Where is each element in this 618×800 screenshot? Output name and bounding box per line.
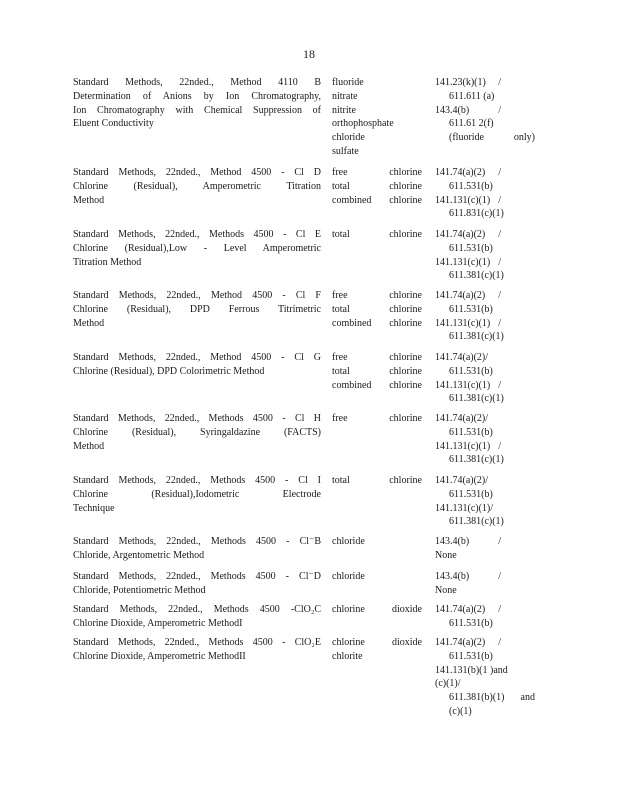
analyte-list: [332, 474, 422, 488]
method-description: [73, 535, 321, 563]
analyte: chlorine dioxide: [332, 637, 422, 648]
cfr-line: 611.381(c)(1): [449, 393, 504, 405]
method-line: Chlorine (Residual), DPD Colorimetric Method: [73, 365, 265, 377]
cfr-line: (c)(1): [449, 705, 472, 717]
cfr-line: 611.381(b)(1) and: [449, 692, 535, 704]
method-line: Standard Methods, 22nded., Methods 4500 - Cl⁻B: [73, 536, 321, 547]
cfr-line: 611.531(b): [449, 426, 493, 438]
cfr-line: 611.531(b): [449, 365, 493, 377]
method-line: Standard Methods, 22nded., Method 4500 - Cl G: [73, 352, 321, 363]
cfr-line: 141.23(k)(1) /: [435, 77, 501, 88]
analyte-list: [332, 228, 422, 242]
cfr-line: 611.381(c)(1): [449, 516, 504, 528]
analyte: nitrate: [332, 90, 358, 102]
cfr-line: 141.131(c)(1)/: [435, 502, 494, 514]
method-line: Method: [73, 440, 105, 452]
cfr-line: None: [435, 584, 457, 596]
cfr-citation: [435, 570, 553, 598]
method-line: Technique: [73, 502, 115, 514]
analyte: chloride: [332, 571, 365, 582]
cfr-line: None: [435, 549, 457, 561]
method-line: Chloride, Potentiometric Method: [73, 584, 206, 596]
method-description: [73, 166, 321, 207]
cfr-line: 611.611 (a): [449, 90, 495, 102]
method-line: Standard Methods, 22nded., Method 4110 B: [73, 77, 321, 88]
cfr-citation: [435, 535, 553, 563]
cfr-citation: [435, 603, 553, 631]
method-line: Chlorine Dioxide, Amperometric MethodII: [73, 650, 246, 662]
method-line: Standard Methods, 22nded., Methods 4500 - Cl H: [73, 413, 321, 424]
method-line: Chlorine Dioxide, Amperometric MethodI: [73, 617, 243, 629]
cfr-line: (fluoride only): [449, 132, 535, 144]
cfr-line: 141.131(c)(1) /: [435, 194, 501, 206]
cfr-citation: [435, 76, 553, 145]
analyte-list: [332, 351, 422, 392]
analyte: chlorine dioxide: [332, 604, 422, 615]
analyte-list: [332, 412, 422, 426]
analyte: total chlorine: [332, 180, 422, 192]
cfr-line: 141.74(a)(2) /: [435, 604, 501, 615]
cfr-line: 611.381(c)(1): [449, 454, 504, 466]
analyte: total chlorine: [332, 475, 422, 486]
analyte-list: [332, 636, 422, 664]
analyte: chloride: [332, 132, 365, 144]
method-line: Standard Methods, 22nded., Methods 4500 - ClO₂E: [73, 637, 321, 648]
cfr-line: 611.381(c)(1): [449, 270, 504, 282]
analyte-list: [332, 570, 422, 584]
method-line: Standard Methods, 22nded., Methods 4500 - Cl E: [73, 229, 321, 240]
method-line: Method: [73, 194, 105, 206]
analyte: free chlorine: [332, 352, 422, 363]
cfr-line: 141.74(a)(2)/: [435, 475, 489, 486]
analyte-list: [332, 166, 422, 207]
cfr-line: 141.131(b)(1 )and: [435, 664, 508, 676]
method-line: Standard Methods, 22nded., Methods 4500 - Cl⁻D: [73, 571, 321, 582]
method-description: [73, 474, 321, 515]
page-number: 18: [303, 47, 315, 61]
cfr-line: 143.4(b) /: [435, 571, 501, 582]
method-line: Chlorine (Residual),Low - Level Amperometric: [73, 242, 321, 254]
cfr-line: 141.131(c)(1) /: [435, 440, 501, 452]
analyte: chloride: [332, 536, 365, 547]
method-line: Chlorine (Residual),Iodometric Electrode: [73, 488, 321, 500]
method-description: [73, 412, 321, 453]
cfr-line: 143.4(b) /: [435, 536, 501, 547]
analyte-list: [332, 603, 422, 617]
method-description: [73, 570, 321, 598]
cfr-line: 611.381(c)(1): [449, 331, 504, 343]
analyte: orthophosphate: [332, 118, 394, 130]
cfr-line: 141.131(c)(1) /: [435, 379, 501, 391]
analyte: free chlorine: [332, 413, 422, 424]
cfr-citation: [435, 412, 553, 467]
cfr-line: 141.74(a)(2)/: [435, 352, 489, 363]
analyte-list: [332, 535, 422, 549]
cfr-citation: [435, 166, 553, 221]
method-description: [73, 351, 321, 379]
method-line: Determination of Anions by Ion Chromatography,: [73, 90, 321, 102]
analyte: total chlorine: [332, 303, 422, 315]
method-line: Standard Methods, 22nded., Method 4500 - Cl F: [73, 290, 321, 301]
method-line: Standard Methods, 22nded., Methods 4500 -ClO₂C: [73, 604, 321, 615]
cfr-citation: [435, 228, 553, 283]
analyte: combined chlorine: [332, 194, 422, 206]
analyte-list: [332, 76, 422, 159]
cfr-citation: [435, 474, 553, 529]
cfr-line: 611.831(c)(1): [449, 208, 504, 220]
method-line: Chlorine (Residual), Syringaldazine (FACTS): [73, 426, 321, 438]
cfr-line: 141.74(a)(2) /: [435, 290, 501, 301]
analyte: free chlorine: [332, 167, 422, 178]
cfr-line: 141.74(a)(2)/: [435, 413, 489, 424]
method-line: Standard Methods, 22nded., Method 4500 - Cl D: [73, 167, 321, 178]
cfr-line: 611.531(b): [449, 650, 493, 662]
analyte: chlorite: [332, 650, 363, 662]
analyte: total chlorine: [332, 229, 422, 240]
cfr-line: 611.61 2(f): [449, 118, 494, 130]
cfr-line: 611.531(b): [449, 180, 493, 192]
method-line: Chlorine (Residual), Amperometric Titration: [73, 180, 321, 192]
method-description: [73, 76, 321, 131]
cfr-line: 141.74(a)(2) /: [435, 637, 501, 648]
method-description: [73, 289, 321, 330]
cfr-line: 141.131(c)(1) /: [435, 317, 501, 329]
method-line: Eluent Conductivity: [73, 118, 154, 130]
method-line: Chlorine (Residual), DPD Ferrous Titrimetric: [73, 303, 321, 315]
analyte: sulfate: [332, 145, 359, 157]
analyte: combined chlorine: [332, 379, 422, 391]
method-line: Standard Methods, 22nded., Methods 4500 - Cl I: [73, 475, 321, 486]
analyte-list: [332, 289, 422, 330]
analyte: nitrite: [332, 104, 356, 116]
method-description: [73, 603, 321, 631]
cfr-citation: [435, 289, 553, 344]
cfr-citation: [435, 636, 553, 719]
method-line: Chloride, Argentometric Method: [73, 549, 205, 561]
method-line: Titration Method: [73, 256, 142, 268]
method-line: Ion Chromatography with Chemical Suppression of: [73, 104, 321, 116]
cfr-line: 141.74(a)(2) /: [435, 167, 501, 178]
method-description: [73, 636, 321, 664]
method-line: Method: [73, 317, 105, 329]
cfr-line: 143.4(b) /: [435, 104, 501, 116]
analyte: free chlorine: [332, 290, 422, 301]
cfr-line: 141.131(c)(1) /: [435, 256, 501, 268]
cfr-line: 141.74(a)(2) /: [435, 229, 501, 240]
method-description: [73, 228, 321, 269]
cfr-line: 611.531(b): [449, 242, 493, 254]
analyte: fluoride: [332, 77, 364, 88]
cfr-line: 611.531(b): [449, 303, 493, 315]
cfr-line: 611.531(b): [449, 617, 493, 629]
analyte: total chlorine: [332, 365, 422, 377]
cfr-citation: [435, 351, 553, 406]
analyte: combined chlorine: [332, 317, 422, 329]
cfr-line: (c)(1)/: [435, 678, 461, 690]
cfr-line: 611.531(b): [449, 488, 493, 500]
